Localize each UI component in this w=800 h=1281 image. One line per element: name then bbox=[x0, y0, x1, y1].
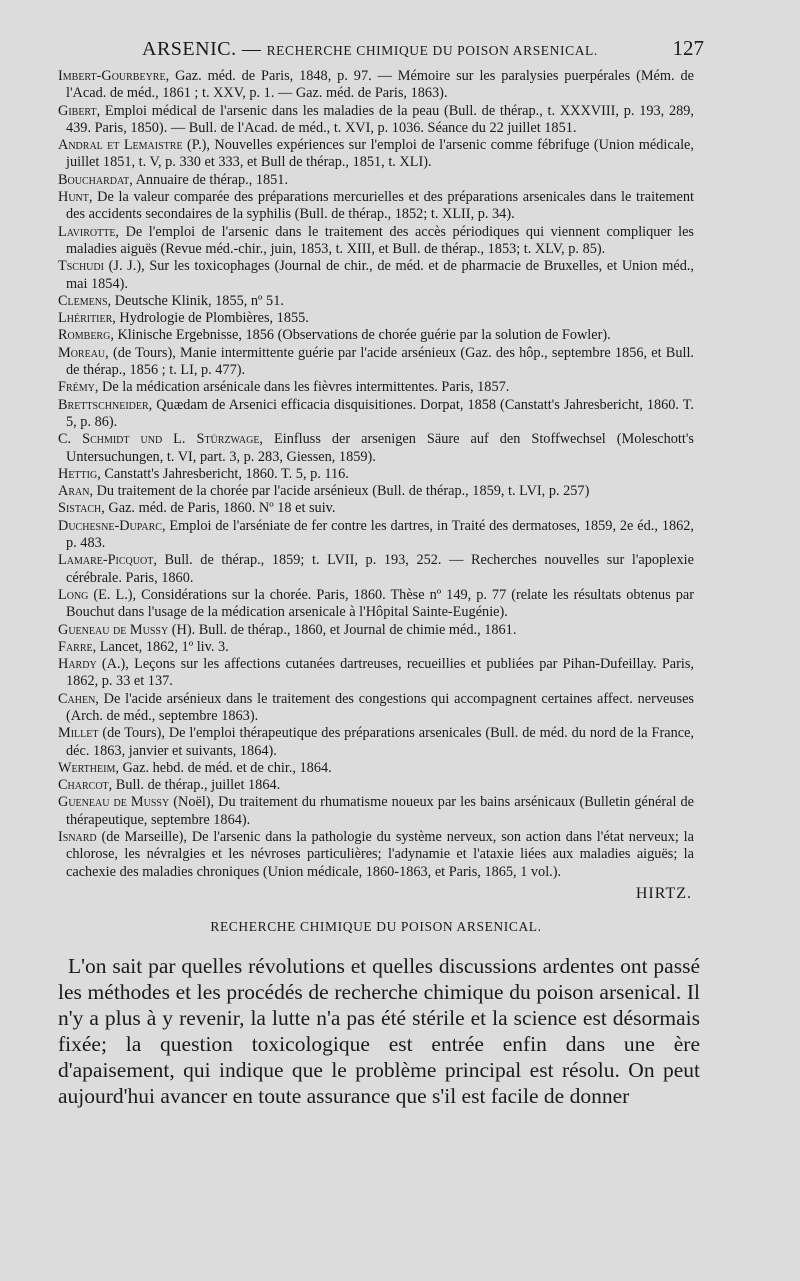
bibliography-entry bbox=[58, 500, 694, 517]
entry-text: Emploi médical de l'arsenic dans les maladies de la peau (Bull. de thérap., t. XXXVIII, p. 193, 289, 439. Paris, 1850). — Bull. de l'Acad. de méd., t. XVI, p. 1036. Séance du 22 juillet 1851. bbox=[66, 102, 694, 136]
entry-author: Isnard bbox=[58, 829, 97, 846]
body-paragraph: L'on sait par quelles révolutions et quelles discussions ardentes ont passé les méthodes et les procédés de recherche chimique du poison arsenical. Il n'y a plus à y revenir, la lutte n'a pas été stérile et la science est désormais fixée; la question toxicologique est entrée enfin dans une ère d'apaisement, qui indique que le problème principal est résolu. On peut aujourd'hui avancer en toute assurance que s'il est facile de donner bbox=[58, 953, 700, 1108]
entry-text: Quædam de Arsenici efficacia disquisitiones. Dorpat, 1858 (Canstatt's Jahresbericht, 1860. T. 5, p. 86). bbox=[66, 396, 694, 430]
bibliography-entry bbox=[58, 258, 694, 293]
author-signature: HIRTZ. bbox=[635, 884, 692, 902]
bibliography-entry bbox=[58, 794, 694, 829]
bibliography-entry bbox=[58, 483, 694, 500]
entry-text: De l'acide arsénieux dans le traitement des congestions qui accompagnent certaines affect. nerveuses (Arch. de méd., septembre 1863). bbox=[66, 690, 694, 724]
entry-text: Hydrologie de Plombières, 1855. bbox=[115, 310, 309, 327]
bibliography-list bbox=[58, 68, 694, 881]
page-number: 127 bbox=[672, 36, 704, 60]
entry-text: Einfluss der arsenigen Säure auf den Stoffwechsel (Moleschott's Untersuchungen, t. VI, part. 3, p. 283, Giessen, 1859). bbox=[66, 431, 694, 465]
entry-text: Du traitement de la chorée par l'acide arsénieux (Bull. de thérap., 1859, t. LVI, p. 257) bbox=[93, 483, 590, 500]
entry-text: Canstatt's Jahresbericht, 1860. T. 5, p. 116. bbox=[100, 465, 349, 482]
bibliography-entry bbox=[58, 397, 694, 432]
entry-author: Lamare-Picquot, bbox=[58, 552, 157, 569]
running-head-dash: — bbox=[241, 39, 262, 60]
entry-text: (de Marseille), De l'arsenic dans la pathologie du système nerveux, son action dans l'état nerveux; la chlorose, les névralgies et les névroses particulières; l'adynamie et l'ataxie liées aux maladies aiguës; la cachexie des maladies chroniques (Union médicale, 1860-1863, et Paris, 1865, 1 vol.). bbox=[66, 829, 694, 880]
entry-text: Deutsche Klinik, 1855, nº 51. bbox=[111, 292, 284, 309]
bibliography-entry bbox=[58, 224, 694, 259]
entry-author: Hettig, bbox=[58, 465, 101, 482]
page-header bbox=[58, 32, 704, 66]
entry-author: Tschudi bbox=[58, 258, 104, 275]
entry-author: Sistach, bbox=[58, 500, 105, 517]
entry-author: Lavirotte, bbox=[58, 223, 120, 240]
entry-text: Bull. de thérap., 1859; t. LVII, p. 193, 252. — Recherches nouvelles sur l'apoplexie cérébrale. Paris, 1860. bbox=[66, 552, 694, 586]
bibliography-entry bbox=[58, 777, 694, 794]
bibliography-entry bbox=[58, 656, 694, 691]
entry-author: Hardy bbox=[58, 656, 97, 673]
bibliography-entry bbox=[58, 552, 694, 587]
bibliography-entry bbox=[58, 310, 694, 327]
entry-author: Bouchardat, bbox=[58, 171, 133, 188]
entry-author: Aran, bbox=[58, 483, 94, 500]
bibliography-entry bbox=[58, 760, 694, 777]
entry-text: (J. J.), Sur les toxicophages (Journal de chir., de méd. et de pharmacie de Bruxelles, et Union méd., mai 1854). bbox=[66, 258, 694, 292]
entry-author: Wertheim, bbox=[58, 759, 119, 776]
entry-text: Lancet, 1862, 1º liv. 3. bbox=[96, 638, 229, 655]
bibliography-entry bbox=[58, 518, 694, 553]
entry-author: Brettschneider, bbox=[58, 396, 153, 413]
entry-text: Gaz. méd. de Paris, 1860. Nº 18 et suiv. bbox=[104, 500, 336, 517]
entry-author: Gueneau de Mussy bbox=[58, 794, 170, 811]
entry-author: Gueneau de Mussy bbox=[58, 621, 169, 638]
entry-author: Andral et Lemaistre bbox=[58, 137, 183, 154]
entry-text: Annuaire de thérap., 1851. bbox=[132, 171, 289, 188]
entry-text: De la valeur comparée des préparations mercurielles et des préparations arsenicales dans le traitement des accidents secondaires de la syphilis (Bull. de thérap., 1852; t. XLII, p. 34). bbox=[66, 189, 694, 223]
entry-author: Imbert-Gourbeyre, bbox=[58, 68, 170, 84]
entry-text: (E. L.), Considérations sur la chorée. Paris, 1860. Thèse nº 149, p. 77 (relate les résultats obtenus par Bouchut dans l'usage de la médication arsenicale à l'Hôpital Sainte-Eugénie). bbox=[66, 586, 694, 621]
entry-text: De la médication arsénicale dans les fièvres intermittentes. Paris, 1857. bbox=[98, 379, 510, 396]
entry-text: Bull. de thérap., juillet 1864. bbox=[112, 777, 281, 794]
entry-text: Emploi de l'arséniate de fer contre les dartres, in Traité des dermatoses, 1859, 2e éd., 1862, p. 483. bbox=[66, 517, 694, 552]
entry-text: (de Tours), De l'emploi thérapeutique des préparations arsenicales (Bull. de méd. du nord de la France, déc. 1863, janvier et suivants, 1864). bbox=[66, 725, 694, 759]
entry-author: Hunt, bbox=[58, 189, 93, 206]
entry-text: (H). Bull. de thérap., 1860, et Journal de chimie méd., 1861. bbox=[168, 621, 517, 638]
entry-text: (A.), Leçons sur les affections cutanées dartreuses, recueillies et publiées par Pihan-Dufeillay. Paris, 1862, p. 33 et 137. bbox=[66, 656, 694, 690]
bibliography-entry bbox=[58, 639, 694, 656]
entry-text: (de Tours), Manie intermittente guérie par l'acide arsénieux (Gaz. des hôp., septembre 1856, et Bull. de thérap., 1856 ; t. LI, p. 477). bbox=[66, 344, 694, 379]
entry-text: (P.), Nouvelles expériences sur l'emploi de l'arsenic comme fébrifuge (Union médicale, juillet 1851, t. V, p. 330 et 333, et Bull de thérap., 1851, t. XLI). bbox=[66, 137, 694, 171]
entry-author: Moreau, bbox=[58, 344, 109, 361]
section-title: RECHERCHE CHIMIQUE DU POISON ARSENICAL. bbox=[210, 918, 542, 934]
entry-author: Millet bbox=[58, 725, 99, 742]
bibliography-entry bbox=[58, 431, 694, 466]
entry-author: Romberg, bbox=[58, 327, 114, 344]
running-head-title: ARSENIC. bbox=[142, 38, 237, 60]
entry-text: De l'emploi de l'arsenic dans le traitement des accès périodiques qui viennent compliquer les maladies aiguës (Revue méd.-chir., juin, 1853, t. XIII, et Bull. de thérap., 1853; t. XLV, p. 85). bbox=[66, 223, 694, 257]
bibliography-entry bbox=[58, 466, 694, 483]
entry-author: Farre, bbox=[58, 638, 97, 655]
bibliography-entry bbox=[58, 379, 694, 396]
bibliography-entry bbox=[58, 172, 694, 189]
entry-author: Charcot, bbox=[58, 777, 113, 794]
running-head bbox=[142, 38, 598, 61]
bibliography-entry bbox=[58, 587, 694, 622]
bibliography-entry bbox=[58, 68, 694, 103]
bibliography-entry bbox=[58, 137, 694, 172]
entry-text: Gaz. hebd. de méd. et de chir., 1864. bbox=[118, 759, 332, 776]
entry-author: Lhéritier, bbox=[58, 310, 116, 327]
running-head-subtitle: RECHERCHE CHIMIQUE DU POISON ARSENICAL. bbox=[266, 43, 598, 58]
bibliography-entry bbox=[58, 829, 694, 881]
entry-author: Frémy, bbox=[58, 379, 99, 396]
entry-author: C. Schmidt und L. Stürzwage, bbox=[58, 431, 264, 448]
bibliography-entry bbox=[58, 345, 694, 380]
entry-text: (Noël), Du traitement du rhumatisme noueux par les bains arsénicaux (Bulletin général de thérapeutique, septembre 1864). bbox=[66, 794, 695, 828]
entry-author: Duchesne-Duparc, bbox=[58, 517, 166, 534]
bibliography-entry bbox=[58, 327, 694, 344]
entry-author: Gibert, bbox=[58, 102, 101, 119]
entry-text: Klinische Ergebnisse, 1856 (Observations de chorée guérie par la solution de Fowler). bbox=[113, 327, 611, 344]
entry-text: Gaz. méd. de Paris, 1848, p. 97. — Mémoire sur les paralysies puerpérales (Mém. de l'Acad. de méd., 1861 ; t. XXV, p. 1. — Gaz. méd. de Paris, 1863). bbox=[66, 68, 694, 102]
bibliography-entry bbox=[58, 725, 694, 760]
bibliography-entry bbox=[58, 103, 694, 138]
bibliography-entry bbox=[58, 622, 694, 639]
entry-author: Cahen, bbox=[58, 690, 99, 707]
entry-author: Long bbox=[58, 586, 89, 603]
bibliography-entry bbox=[58, 691, 694, 726]
bibliography-entry bbox=[58, 293, 694, 310]
bibliography-entry bbox=[58, 189, 694, 224]
entry-author: Clemens, bbox=[58, 292, 112, 309]
